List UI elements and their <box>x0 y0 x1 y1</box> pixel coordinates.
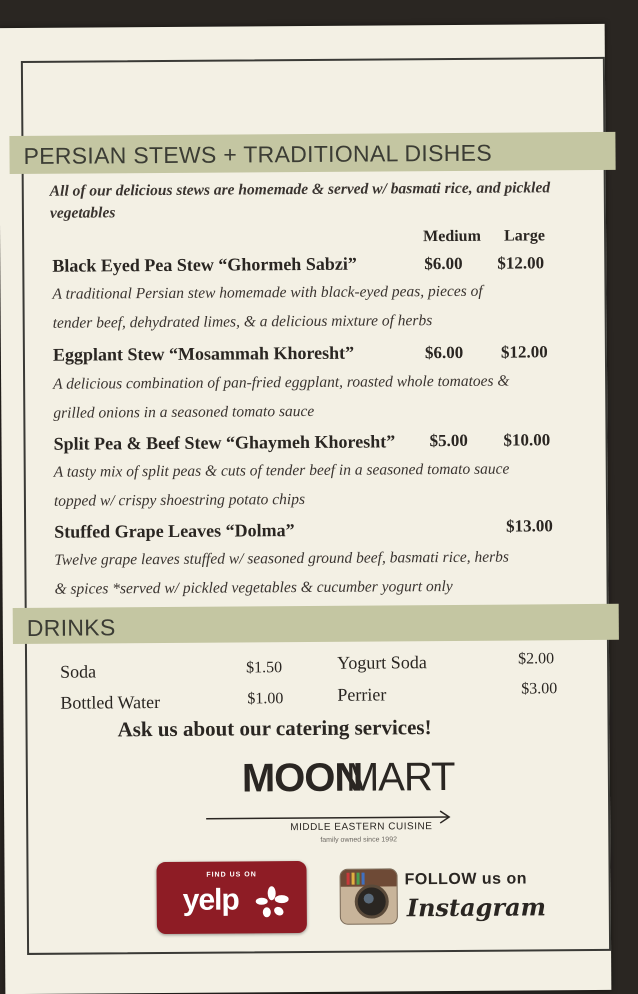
menu-item-price-medium: $6.00 <box>424 253 463 274</box>
stews-heading: PERSIAN STEWS + TRADITIONAL DISHES <box>23 139 492 169</box>
menu-item-desc: A traditional Persian stew homemade with black-eyed peas, pieces of <box>52 282 483 303</box>
follow-us-label: FOLLOW us on <box>404 870 528 889</box>
col-large-header: Large <box>504 227 546 245</box>
instagram-wordmark[interactable]: Instagram <box>406 892 547 923</box>
menu-item-name: Split Pea & Beef Stew “Ghaymeh Khoresht” <box>53 431 396 454</box>
menu-item-desc: tender beef, dehydrated limes, & a delicious mixture of herbs <box>52 312 433 332</box>
menu-item-price-medium: $5.00 <box>429 430 468 451</box>
yelp-badge[interactable] <box>156 861 306 934</box>
menu-item-desc: topped w/ crispy shoestring potato chips <box>53 491 306 510</box>
menu-item-price-large: $12.00 <box>500 342 548 362</box>
yelp-burst-icon <box>255 885 289 919</box>
menu-item-price-medium: $6.00 <box>424 342 464 363</box>
menu-item-price-large: $12.00 <box>497 253 545 273</box>
drink-price: $1.50 <box>246 659 283 677</box>
logo-tagline: MIDDLE EASTERN CUISINE <box>290 821 433 834</box>
drink-price: $3.00 <box>521 680 558 698</box>
menu-item-desc: grilled onions in a seasoned tomato sauce <box>53 402 315 422</box>
menu-page <box>0 24 611 994</box>
menu-item-name: Black Eyed Pea Stew “Ghormeh Sabzi” <box>52 253 357 276</box>
yelp-small-label: FIND US ON <box>206 871 257 879</box>
logo-word-mart: MART <box>345 754 455 800</box>
menu-item-name: Stuffed Grape Leaves “Dolma” <box>54 520 295 542</box>
drink-price: $2.00 <box>517 650 555 668</box>
drink-name: Perrier <box>337 684 387 705</box>
menu-item-name: Eggplant Stew “Mosammah Khoresht” <box>52 342 355 365</box>
menu-item-desc: A delicious combination of pan-fried eggplant, roasted whole tomatoes & <box>53 372 510 393</box>
col-medium-header: Medium <box>423 227 481 246</box>
stews-intro: All of our delicious stews are homemade & served w/ basmati rice, and pickled vegetables <box>49 179 551 222</box>
drink-name: Yogurt Soda <box>337 652 427 673</box>
drink-price: $1.00 <box>247 690 284 708</box>
menu-item-desc: Twelve grape leaves stuffed w/ seasoned ground beef, basmati rice, herbs <box>54 548 509 569</box>
drinks-heading: DRINKS <box>26 614 116 641</box>
menu-item-price: $13.00 <box>506 516 553 536</box>
drink-name: Bottled Water <box>60 692 161 713</box>
catering-note: Ask us about our catering services! <box>117 715 432 742</box>
menu-item-price-large: $10.00 <box>503 430 551 450</box>
menu-item-desc: & spices *served w/ pickled vegetables & cucumber yogurt only <box>54 577 453 598</box>
logo-word-moon: MOON <box>241 755 363 801</box>
drinks-heading-band <box>13 604 619 644</box>
yelp-wordmark: yelp <box>182 883 239 917</box>
instagram-camera-icon[interactable] <box>340 868 398 924</box>
drink-name: Soda <box>60 661 97 682</box>
logo-since: family owned since 1992 <box>320 836 397 844</box>
menu-item-desc: A tasty mix of split peas & cuts of tender beef in a seasoned tomato sauce <box>53 460 510 481</box>
stews-heading-band <box>9 132 615 174</box>
